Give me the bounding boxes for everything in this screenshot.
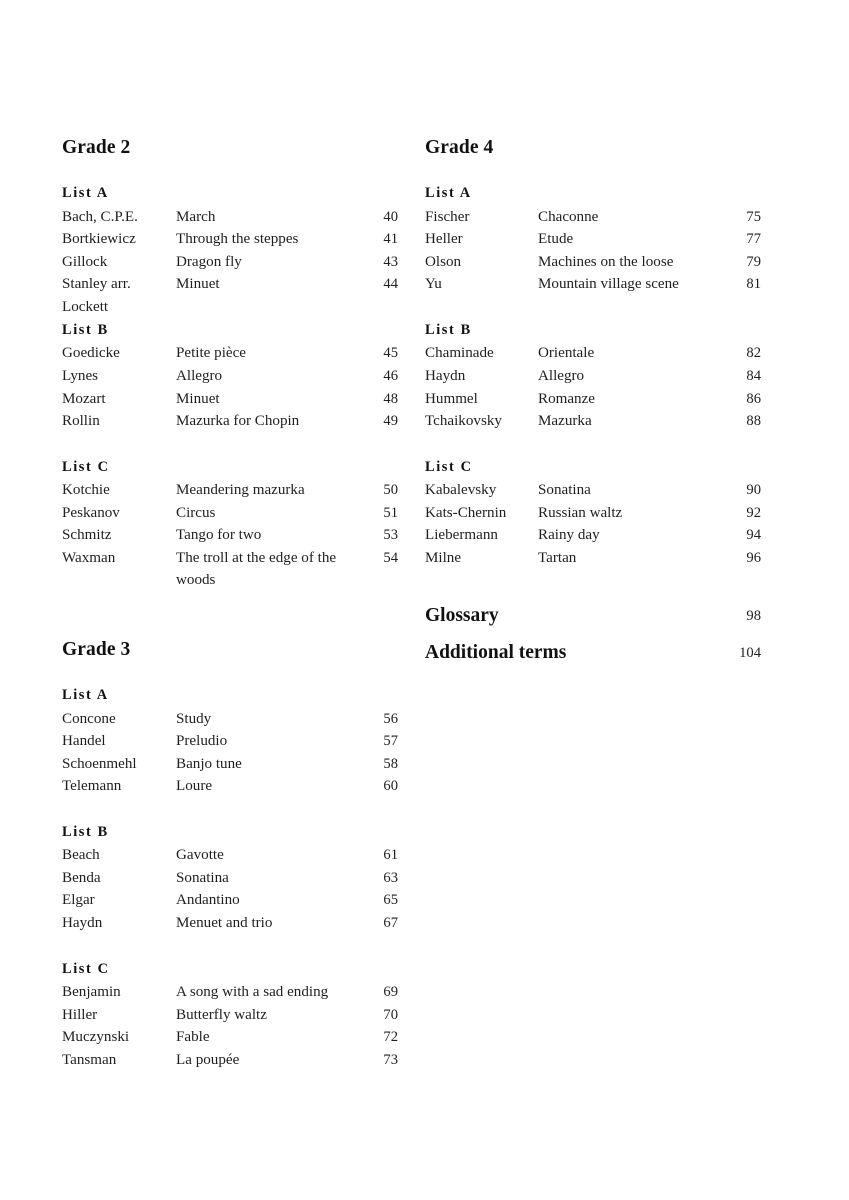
toc-entry-page-number: 79	[746, 253, 761, 270]
toc-entry-page-number: 65	[383, 892, 398, 909]
toc-entry-page-number: 54	[383, 549, 398, 566]
toc-entry-title: Tango for two	[176, 527, 262, 544]
toc-entry[interactable]	[62, 708, 398, 731]
toc-entry-title: Mazurka for Chopin	[176, 413, 300, 430]
toc-entry-composer: Liebermann	[425, 527, 498, 544]
toc-entry[interactable]	[62, 388, 398, 411]
toc-entry-title: A song with a sad ending	[176, 983, 329, 1000]
toc-entry-title: Chaconne	[538, 208, 599, 225]
toc-entry[interactable]	[425, 524, 761, 547]
toc-entry-composer: Kabalevsky	[425, 481, 497, 498]
toc-entry-title: Minuet	[176, 276, 220, 293]
toc-entry[interactable]	[62, 228, 398, 251]
toc-entry-page-number: 67	[383, 915, 398, 932]
toc-entry[interactable]	[425, 547, 761, 570]
toc-entry-composer: Kotchie	[62, 481, 110, 498]
toc-entry-composer: Muczynski	[62, 1029, 130, 1046]
toc-entry[interactable]	[425, 388, 761, 411]
backmatter-label: Additional terms	[425, 642, 567, 664]
toc-entry-composer: Haydn	[425, 367, 466, 384]
toc-entry[interactable]	[62, 410, 398, 433]
toc-entry-page-number: 84	[746, 367, 761, 384]
toc-entry-group	[425, 342, 761, 432]
toc-entry-page-number: 73	[383, 1051, 398, 1068]
toc-entry[interactable]	[425, 206, 761, 229]
toc-entry-title: Machines on the loose	[538, 253, 674, 270]
toc-entry-title: Preludio	[176, 733, 228, 750]
toc-entry-group	[425, 479, 761, 569]
toc-entry-page-number: 53	[383, 527, 398, 544]
toc-entry-composer: Concone	[62, 710, 116, 727]
toc-entry-title: Petite pièce	[176, 345, 246, 362]
toc-entry-page-number: 86	[746, 390, 761, 407]
toc-entry-page-number: 63	[383, 869, 398, 886]
toc-entry-title: Orientale	[538, 345, 595, 362]
toc-entry-group	[62, 708, 398, 798]
backmatter-page-number: 98	[746, 608, 761, 625]
toc-entry-page-number: 46	[383, 367, 398, 384]
toc-entry-page-number: 96	[746, 549, 761, 566]
toc-entry-group	[62, 342, 398, 432]
toc-entry[interactable]	[62, 844, 398, 867]
toc-entry-page-number: 72	[383, 1029, 398, 1046]
toc-entry[interactable]	[425, 342, 761, 365]
toc-entry[interactable]	[425, 228, 761, 251]
toc-entry-title: Meandering mazurka	[176, 481, 305, 498]
toc-entry-composer: Schmitz	[62, 527, 112, 544]
backmatter-row[interactable]	[425, 638, 761, 669]
toc-entry-title: Etude	[538, 231, 574, 248]
toc-entry-composer: Fischer	[425, 208, 470, 225]
toc-entry-composer: Lynes	[62, 367, 99, 384]
grade-heading: Grade 3	[62, 638, 131, 660]
toc-entry-composer: Schoenmehl	[62, 755, 137, 772]
toc-entry-page-number: 44	[383, 276, 398, 293]
grade-block	[425, 136, 761, 569]
toc-entry-title: Study	[176, 710, 212, 727]
toc-entry[interactable]	[62, 1049, 398, 1072]
list-heading: List A	[62, 687, 109, 704]
grade-block	[62, 136, 398, 592]
toc-entry-page-number: 60	[383, 778, 398, 795]
toc-entry-composer: Hummel	[425, 390, 478, 407]
toc-entry-title: Loure	[176, 778, 213, 795]
toc-entry-title: Sonatina	[538, 481, 591, 498]
toc-column-right	[425, 136, 761, 675]
toc-entry[interactable]	[62, 479, 398, 502]
grade-heading: Grade 2	[62, 137, 131, 158]
toc-entry-page-number: 41	[383, 231, 398, 248]
grade-heading: Grade 4	[425, 137, 494, 158]
toc-entry-page-number: 49	[383, 413, 398, 430]
toc-entry-title: Russian waltz	[538, 504, 623, 521]
toc-entry-group	[425, 206, 761, 296]
list-heading: List C	[62, 458, 110, 475]
toc-entry-title: Menuet and trio	[176, 915, 273, 932]
toc-entry-page-number: 88	[746, 413, 761, 430]
toc-entry-composer: Haydn	[62, 915, 103, 932]
toc-entry-title: Allegro	[176, 367, 223, 384]
backmatter-row[interactable]	[425, 601, 761, 632]
toc-entry[interactable]	[62, 502, 398, 525]
toc-entry-title: Fable	[176, 1029, 210, 1046]
toc-entry-title: Rainy day	[538, 527, 600, 544]
toc-entry-title: Mountain village scene	[538, 276, 679, 293]
toc-entry-page-number: 45	[383, 345, 398, 362]
toc-entry-composer: Telemann	[62, 778, 122, 795]
toc-entry-title: Minuet	[176, 390, 220, 407]
toc-entry-composer: Milne	[425, 549, 462, 566]
toc-entry[interactable]	[62, 867, 398, 890]
toc-entry-title: Andantino	[176, 892, 240, 909]
toc-column-left	[62, 136, 398, 1071]
toc-entry-title: Dragon fly	[176, 253, 242, 270]
toc-entry[interactable]	[62, 342, 398, 365]
toc-entry-page-number: 77	[746, 231, 761, 248]
toc-entry-page-number: 94	[746, 527, 761, 544]
toc-entry-title: Banjo tune	[176, 755, 242, 772]
toc-entry[interactable]	[425, 502, 761, 525]
toc-entry[interactable]	[62, 1026, 398, 1049]
toc-entry-composer: Beach	[62, 847, 100, 864]
toc-entry-title: Mazurka	[538, 413, 592, 430]
toc-entry-title: Romanze	[538, 390, 595, 407]
toc-entry-title: Tartan	[538, 549, 577, 566]
toc-entry-page-number: 82	[746, 345, 761, 362]
toc-entry-page-number: 70	[383, 1006, 398, 1023]
toc-entry[interactable]	[62, 775, 398, 798]
toc-entry-composer: Rollin	[62, 413, 100, 430]
toc-entry-page-number: 48	[383, 390, 398, 407]
backmatter-section	[425, 601, 761, 669]
toc-entry[interactable]	[62, 912, 398, 935]
toc-entry-composer: Chaminade	[425, 345, 494, 362]
toc-entry[interactable]	[425, 410, 761, 433]
toc-entry-composer: Yu	[425, 276, 442, 293]
toc-entry-page-number: 57	[383, 733, 398, 750]
toc-entry-composer: Olson	[425, 253, 462, 270]
toc-entry-page-number: 51	[383, 504, 398, 521]
toc-entry[interactable]	[62, 365, 398, 388]
toc-entry-page-number: 43	[383, 253, 398, 270]
toc-entry-composer: Hiller	[62, 1006, 98, 1023]
toc-entry-page-number: 69	[383, 983, 398, 1000]
toc-entry[interactable]	[62, 730, 398, 753]
toc-entry-composer: Heller	[425, 231, 463, 248]
toc-entry-page-number: 56	[383, 710, 398, 727]
toc-entry-page-number: 50	[383, 481, 398, 498]
toc-entry-composer: Goedicke	[62, 345, 120, 362]
toc-entry-composer: Stanley arr. Lockett	[62, 276, 131, 316]
toc-entry-title: The troll at the edge of the woods	[176, 549, 337, 589]
toc-entry-composer: Bortkiewicz	[62, 231, 136, 248]
toc-entry[interactable]	[62, 251, 398, 274]
toc-entry[interactable]	[425, 251, 761, 274]
toc-entry-composer: Mozart	[62, 390, 106, 407]
toc-entry-title: Sonatina	[176, 869, 229, 886]
toc-entry-composer: Handel	[62, 733, 106, 750]
toc-entry-page-number: 92	[746, 504, 761, 521]
toc-entry-composer: Waxman	[62, 549, 116, 566]
list-heading: List B	[425, 322, 472, 339]
list-heading: List A	[425, 185, 472, 202]
toc-entry-page-number: 90	[746, 481, 761, 498]
toc-entry[interactable]	[62, 981, 398, 1004]
toc-entry[interactable]	[425, 479, 761, 502]
toc-entry-composer: Peskanov	[62, 504, 120, 521]
toc-entry-page-number: 40	[383, 208, 398, 225]
toc-entry-page-number: 75	[746, 208, 761, 225]
toc-entry-group	[62, 479, 398, 592]
toc-entry-title: March	[176, 208, 216, 225]
toc-entry-composer: Kats-Chernin	[425, 504, 507, 521]
toc-entry-group	[62, 981, 398, 1071]
toc-entry-title: Through the steppes	[176, 231, 299, 248]
toc-entry-title: Circus	[176, 504, 216, 521]
list-heading: List C	[62, 960, 110, 977]
toc-entry-composer: Gillock	[62, 253, 108, 270]
toc-entry[interactable]	[62, 524, 398, 547]
toc-entry-composer: Benda	[62, 869, 101, 886]
toc-entry-composer: Tansman	[62, 1051, 117, 1068]
toc-entry-group	[62, 844, 398, 934]
toc-entry-group	[62, 206, 398, 316]
toc-entry[interactable]	[62, 547, 398, 592]
toc-entry-title: Gavotte	[176, 847, 224, 864]
list-heading: List C	[425, 458, 473, 475]
toc-entry-composer: Elgar	[62, 892, 95, 909]
toc-entry[interactable]	[425, 273, 761, 296]
toc-entry-composer: Tchaikovsky	[425, 413, 502, 430]
toc-entry[interactable]	[62, 753, 398, 776]
backmatter-label: Glossary	[425, 605, 499, 627]
toc-entry-page-number: 58	[383, 755, 398, 772]
list-heading: List A	[62, 185, 109, 202]
toc-entry[interactable]	[62, 889, 398, 912]
toc-entry-page-number: 61	[383, 847, 398, 864]
list-heading: List B	[62, 322, 109, 339]
toc-entry[interactable]	[62, 273, 398, 316]
toc-entry[interactable]	[425, 365, 761, 388]
toc-entry[interactable]	[62, 1004, 398, 1027]
toc-entry-title: La poupée	[176, 1051, 240, 1068]
toc-entry-page-number: 81	[746, 276, 761, 293]
backmatter-page-number: 104	[739, 645, 761, 662]
list-heading: List B	[62, 824, 109, 840]
grade-block	[62, 638, 398, 1071]
toc-entry-title: Butterfly waltz	[176, 1006, 267, 1023]
toc-entry-composer: Bach, C.P.E.	[62, 208, 138, 225]
toc-entry-composer: Benjamin	[62, 983, 121, 1000]
toc-entry-title: Allegro	[538, 367, 585, 384]
toc-entry[interactable]	[62, 206, 398, 229]
